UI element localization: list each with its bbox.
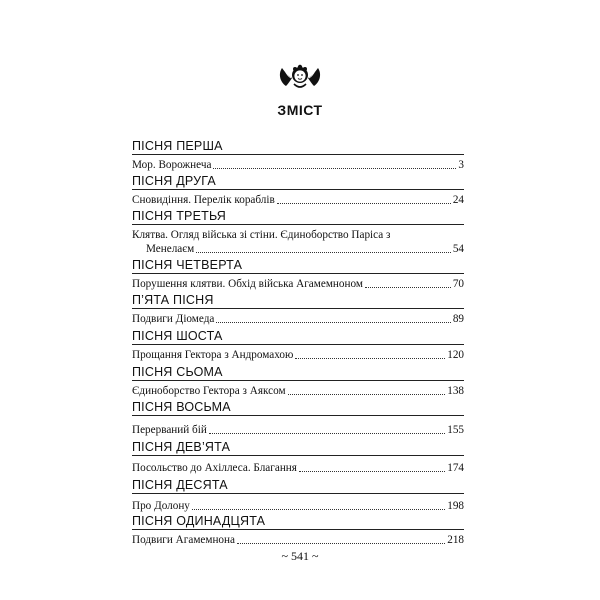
toc-section xyxy=(132,440,464,478)
page-number: 138 xyxy=(447,385,464,397)
toc-entry[interactable] xyxy=(132,312,464,326)
entry-title: Мор. Ворожнеча xyxy=(132,159,212,171)
dot-leader xyxy=(365,287,451,288)
page-number: 198 xyxy=(447,500,464,512)
toc-section xyxy=(132,400,464,440)
table-of-contents xyxy=(132,139,464,548)
dot-leader xyxy=(213,168,456,169)
page-number: 70 xyxy=(452,278,464,290)
entry-title: Сновидіння. Перелік кораблів xyxy=(132,194,275,206)
page-number: 218 xyxy=(447,534,464,546)
chapter-heading: ПІСНЯ ПЕРША xyxy=(132,139,464,155)
toc-entry[interactable] xyxy=(132,193,464,207)
entry-title: Про Долону xyxy=(132,500,190,512)
dot-leader xyxy=(288,394,446,395)
toc-section xyxy=(132,514,464,548)
entry-title: Подвиги Агамемнона xyxy=(132,534,235,546)
entry-title: Посольство до Ахіллеса. Благання xyxy=(132,462,297,474)
toc-entry[interactable] xyxy=(132,242,464,256)
page-number: 3 xyxy=(458,159,464,171)
toc-entry[interactable] xyxy=(132,384,464,398)
toc-section xyxy=(132,174,464,209)
page-number: 24 xyxy=(452,194,464,206)
page-number: 54 xyxy=(452,243,464,255)
toc-entry[interactable] xyxy=(132,277,464,291)
entry-title: Перерваний бій xyxy=(132,424,207,436)
dot-leader xyxy=(299,471,445,472)
toc-entry[interactable] xyxy=(132,461,464,475)
chapter-heading: ПІСНЯ ШОСТА xyxy=(132,329,464,345)
entry-title: Менелаєм xyxy=(146,243,195,255)
toc-entry[interactable] xyxy=(132,423,464,437)
page-number: 174 xyxy=(447,462,464,474)
chapter-heading: ПІСНЯ ЧЕТВЕРТА xyxy=(132,258,464,274)
toc-entry[interactable] xyxy=(132,158,464,172)
toc-section xyxy=(132,329,464,365)
chapter-heading: ПІСНЯ ОДИНАДЦЯТА xyxy=(132,514,464,530)
chapter-heading: ПІСНЯ ДЕСЯТА xyxy=(132,478,464,494)
toc-section xyxy=(132,478,464,514)
chapter-heading: ПІСНЯ ДЕВ’ЯТА xyxy=(132,440,464,456)
dot-leader xyxy=(295,358,445,359)
dot-leader xyxy=(192,509,445,510)
chapter-heading: П’ЯТА ПІСНЯ xyxy=(132,293,464,309)
toc-section xyxy=(132,365,464,400)
entry-title: Єдиноборство Гектора з Аяксом xyxy=(132,385,286,397)
toc-entry[interactable] xyxy=(132,499,464,513)
toc-entry[interactable] xyxy=(132,348,464,362)
toc-section xyxy=(132,209,464,258)
entry-title: Прощання Гектора з Андромахою xyxy=(132,349,294,361)
entry-title-line: Клятва. Огляд війська зі стіни. Єдиноборство Паріса з xyxy=(132,229,391,241)
entry-title: Подвиги Діомеда xyxy=(132,313,215,325)
dot-leader xyxy=(216,322,450,323)
toc-section xyxy=(132,258,464,293)
chapter-heading: ПІСНЯ СЬОМА xyxy=(132,365,464,381)
page-number: 155 xyxy=(447,424,464,436)
entry-title: Порушення клятви. Обхід війська Агамемноном xyxy=(132,278,363,290)
dot-leader xyxy=(237,543,445,544)
chapter-heading: ПІСНЯ ТРЕТЬЯ xyxy=(132,209,464,225)
contents-title: ЗМІСТ xyxy=(277,102,323,118)
page-number: 89 xyxy=(452,313,464,325)
toc-section xyxy=(132,139,464,174)
chapter-heading: ПІСНЯ ВОСЬМА xyxy=(132,400,464,416)
page-number: 120 xyxy=(447,349,464,361)
dot-leader xyxy=(196,252,451,253)
toc-entry[interactable] xyxy=(132,533,464,547)
cherub-ornament-icon xyxy=(278,62,322,92)
dot-leader xyxy=(277,203,451,204)
chapter-heading: ПІСНЯ ДРУГА xyxy=(132,174,464,190)
toc-section xyxy=(132,293,464,329)
page-folio: ~ 541 ~ xyxy=(281,549,319,563)
dot-leader xyxy=(209,433,445,434)
